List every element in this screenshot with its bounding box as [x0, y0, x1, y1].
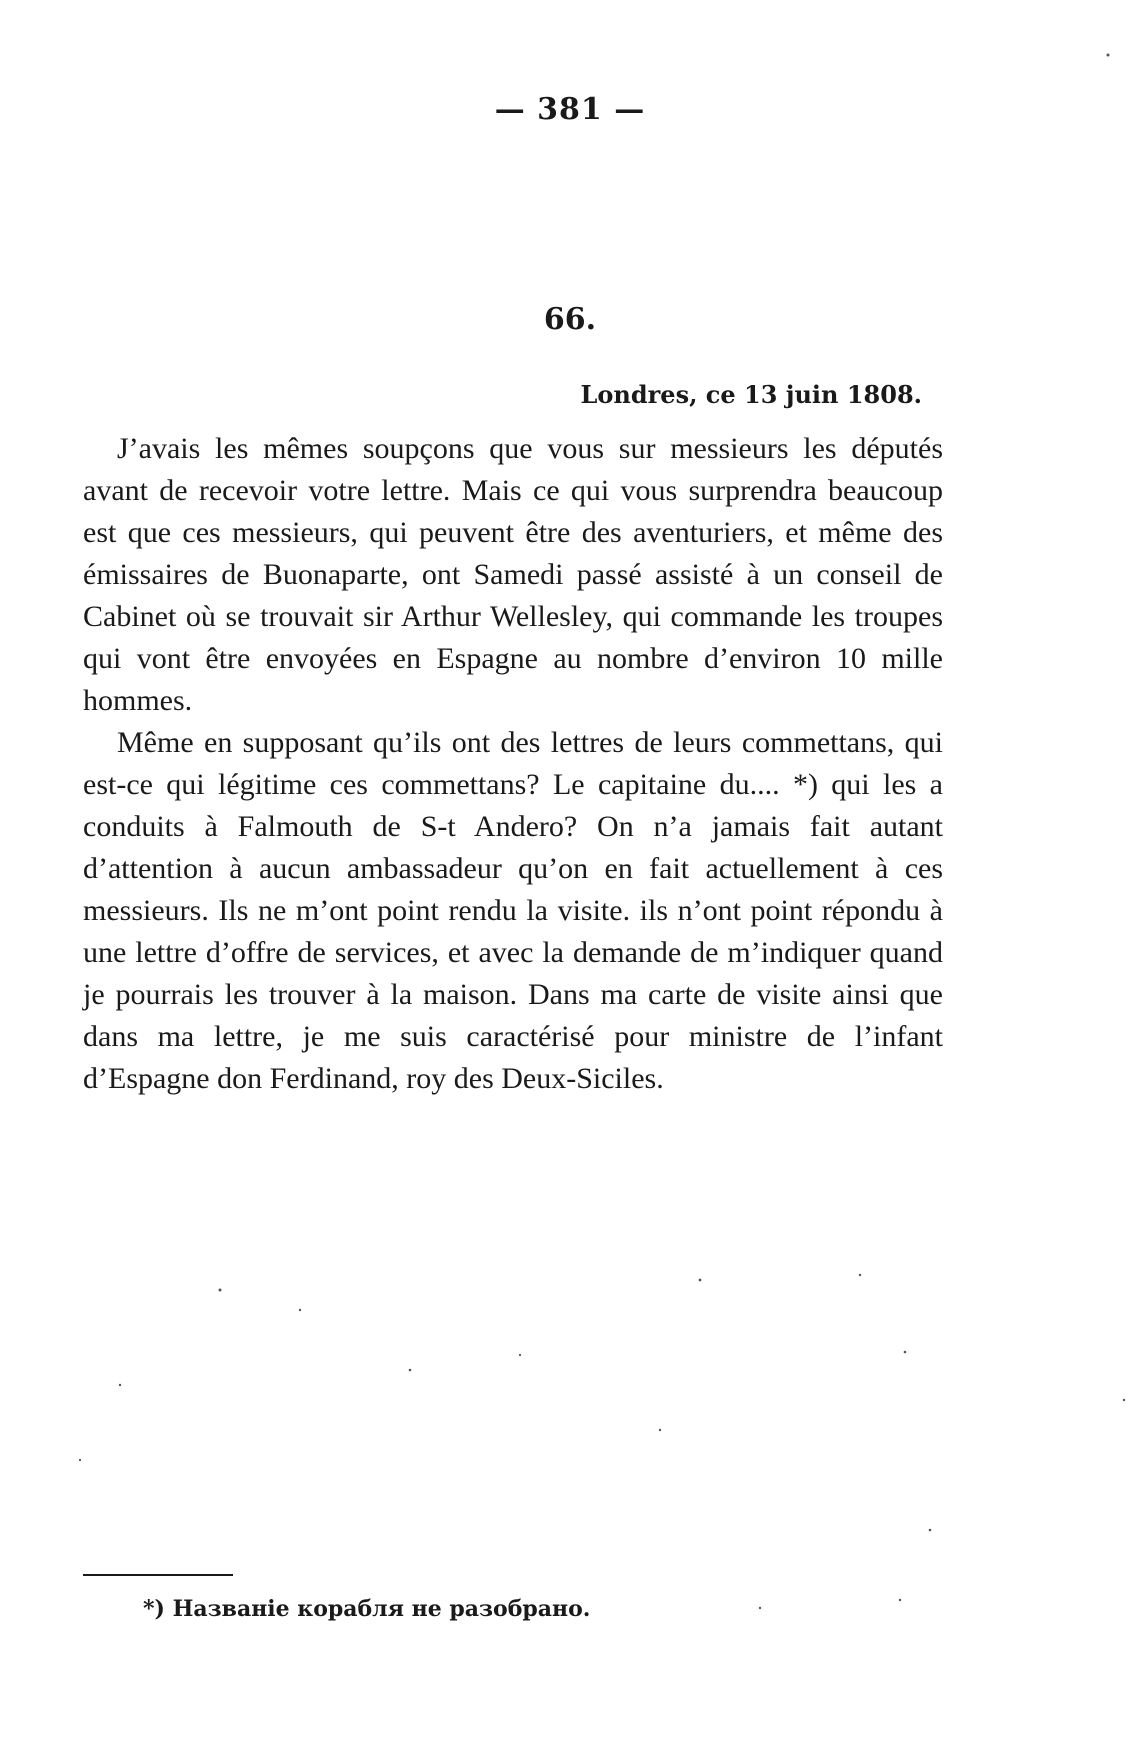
- letter-body: [83, 428, 943, 1100]
- footnote: *) Названіе корабля не разобрано.: [143, 1596, 591, 1622]
- paragraph-2: Même en supposant qu’ils ont des lettres de leurs commettans, qui est-ce qui légitime ces commettans? Le capitaine du.... *) qui les a conduits à Falmouth de S-t Andero? On n’a jamais fait autant d’attention à aucun ambassadeur qu’on en fait actuellement à ces messieurs. Ils ne m’ont point rendu la visite. ils n’ont point répondu à une lettre d’offre de services, et avec la demande de m’indiquer quand je pourrais les trouver à la maison. Dans ma carte de visite ainsi que dans ma lettre, je me suis caractérisé pour ministre de l’infant d’Espagne don Ferdinand, roy des Deux-Siciles.: [83, 726, 943, 1095]
- dateline: Londres, ce 13 juin 1808.: [580, 380, 922, 409]
- footnote-divider: [83, 1574, 233, 1576]
- letter-number: 66.: [543, 302, 597, 337]
- paragraph-1: J’avais les mêmes soupçons que vous sur messieurs les députés avant de recevoir votre lettre. Mais ce qui vous surprendra beaucoup est que ces messieurs, qui peuvent être des aventuriers, et même des émissaires de Buonaparte, ont Samedi passé assisté à un conseil de Cabinet où se trouvait sir Arthur Wellesley, qui commande les troupes qui vont être envoyées en Espagne au nombre d’environ 10 mille hommes.: [83, 432, 943, 717]
- page-number: — 381 —: [494, 92, 646, 127]
